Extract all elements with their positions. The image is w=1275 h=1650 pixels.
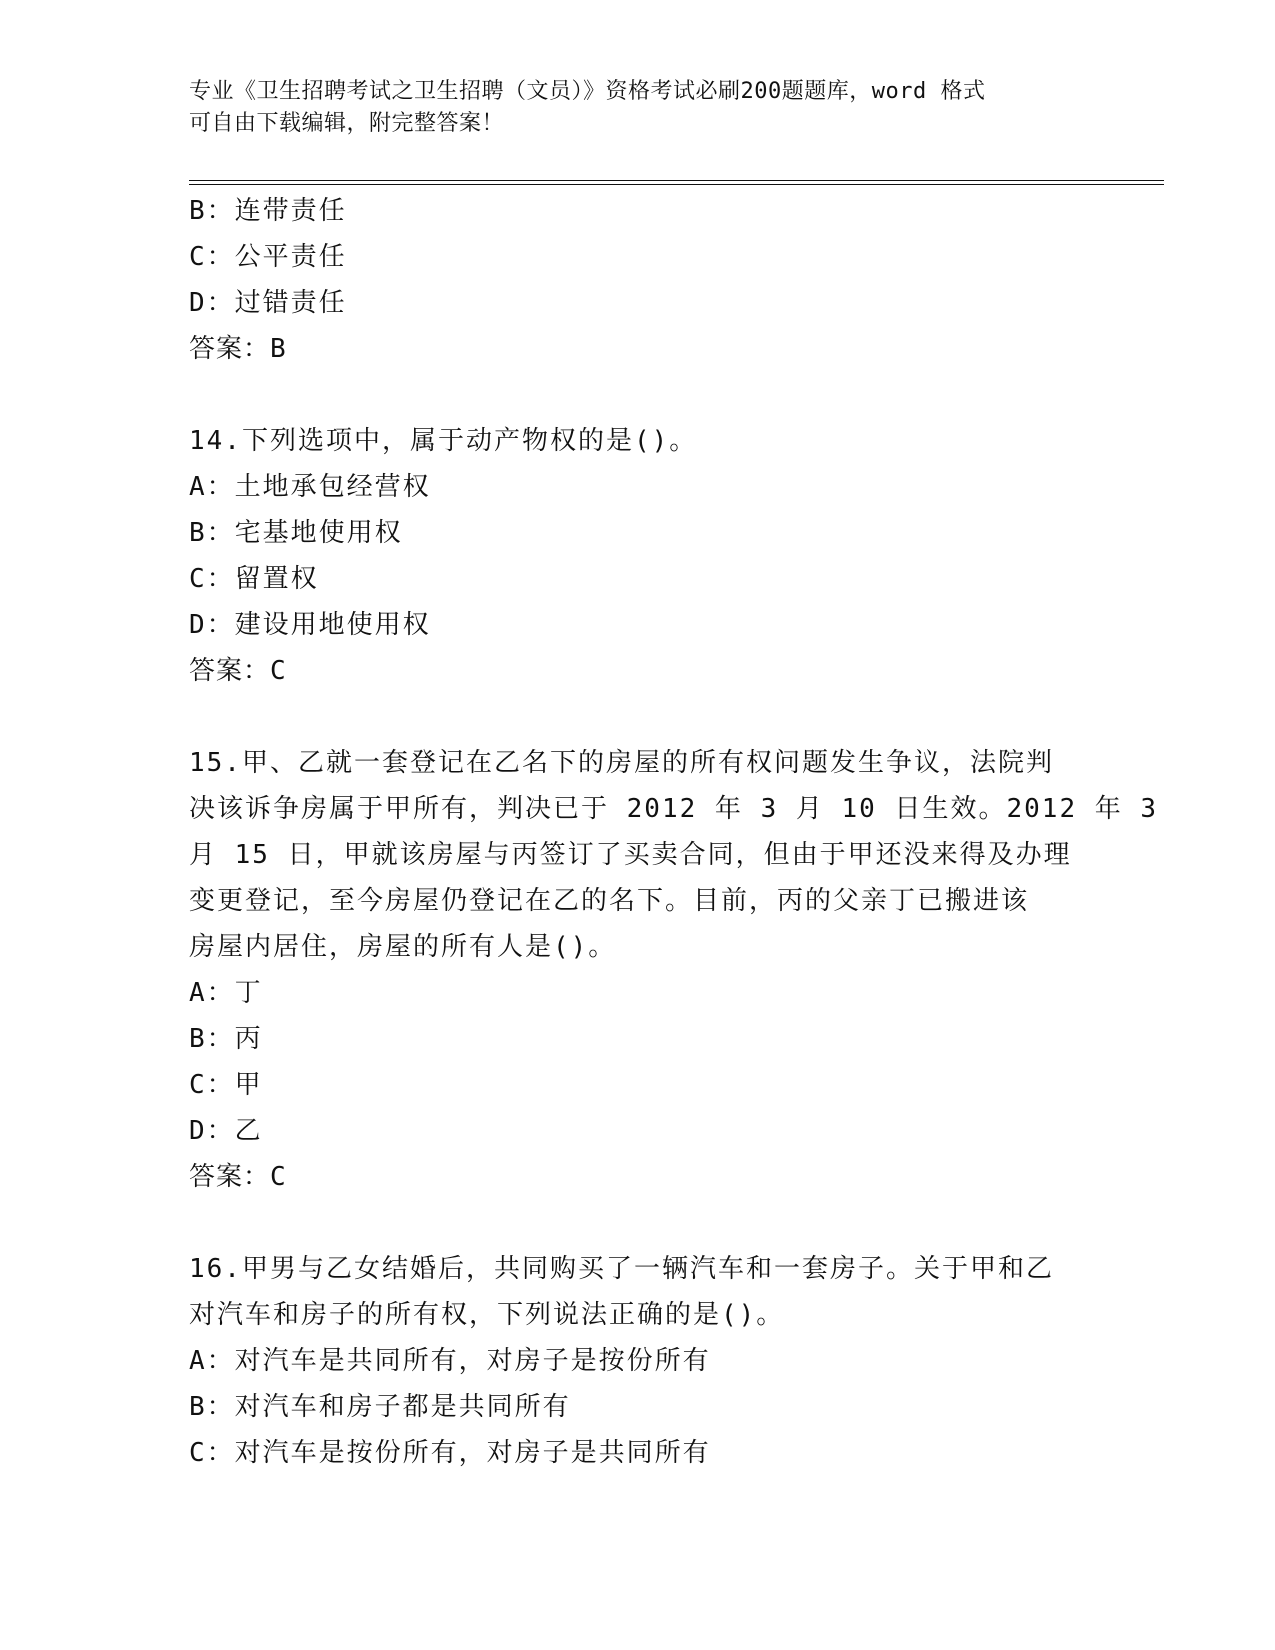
answer: 答案：B [189, 334, 287, 364]
question-text [189, 740, 1159, 970]
question-line: 15.甲、乙就一套登记在乙名下的房屋的所有权问题发生争议，法院判 [189, 748, 1054, 778]
option-b: B：连带责任 [189, 196, 347, 226]
option-d: D：建设用地使用权 [189, 610, 431, 640]
question-line: 对汽车和房子的所有权，下列说法正确的是()。 [189, 1300, 785, 1330]
option-c: C：对汽车是按份所有，对房子是共同所有 [189, 1438, 711, 1468]
header-divider-top [189, 180, 1164, 181]
header-divider-bottom [189, 184, 1164, 185]
header-line-2: 可自由下载编辑，附完整答案！ [189, 111, 505, 136]
question-13-tail [189, 188, 1089, 372]
question-15 [189, 740, 1159, 1200]
option-d: D：乙 [189, 1116, 263, 1146]
option-b: B：对汽车和房子都是共同所有 [189, 1392, 571, 1422]
option-a: A：土地承包经营权 [189, 472, 431, 502]
question-list [189, 188, 1159, 1476]
answer: 答案：C [189, 656, 287, 686]
question-line: 房屋内居住，房屋的所有人是()。 [189, 932, 617, 962]
header-line-1: 专业《卫生招聘考试之卫生招聘（文员）》资格考试必刷200题题库，word 格式 [189, 79, 986, 104]
option-b: B：丙 [189, 1024, 263, 1054]
document-header [189, 76, 1089, 140]
question-16 [189, 1246, 1089, 1476]
question-text [189, 418, 1089, 464]
option-c: C：留置权 [189, 564, 319, 594]
question-line: 16.甲男与乙女结婚后，共同购买了一辆汽车和一套房子。关于甲和乙 [189, 1254, 1054, 1284]
question-line: 变更登记，至今房屋仍登记在乙的名下。目前，丙的父亲丁已搬进该 [189, 886, 1030, 916]
option-c: C：公平责任 [189, 242, 347, 272]
question-14 [189, 418, 1089, 694]
option-d: D：过错责任 [189, 288, 347, 318]
option-b: B：宅基地使用权 [189, 518, 403, 548]
answer: 答案：C [189, 1162, 287, 1192]
question-line: 决该诉争房属于甲所有，判决已于 2012 年 3 月 10 日生效。2012 年 3 [189, 794, 1159, 824]
question-line: 月 15 日，甲就该房屋与丙签订了买卖合同，但由于甲还没来得及办理 [189, 840, 1072, 870]
option-a: A：对汽车是共同所有，对房子是按份所有 [189, 1346, 711, 1376]
option-a: A：丁 [189, 978, 263, 1008]
option-c: C：甲 [189, 1070, 263, 1100]
question-text [189, 1246, 1089, 1338]
question-line: 14.下列选项中，属于动产物权的是()。 [189, 426, 698, 456]
